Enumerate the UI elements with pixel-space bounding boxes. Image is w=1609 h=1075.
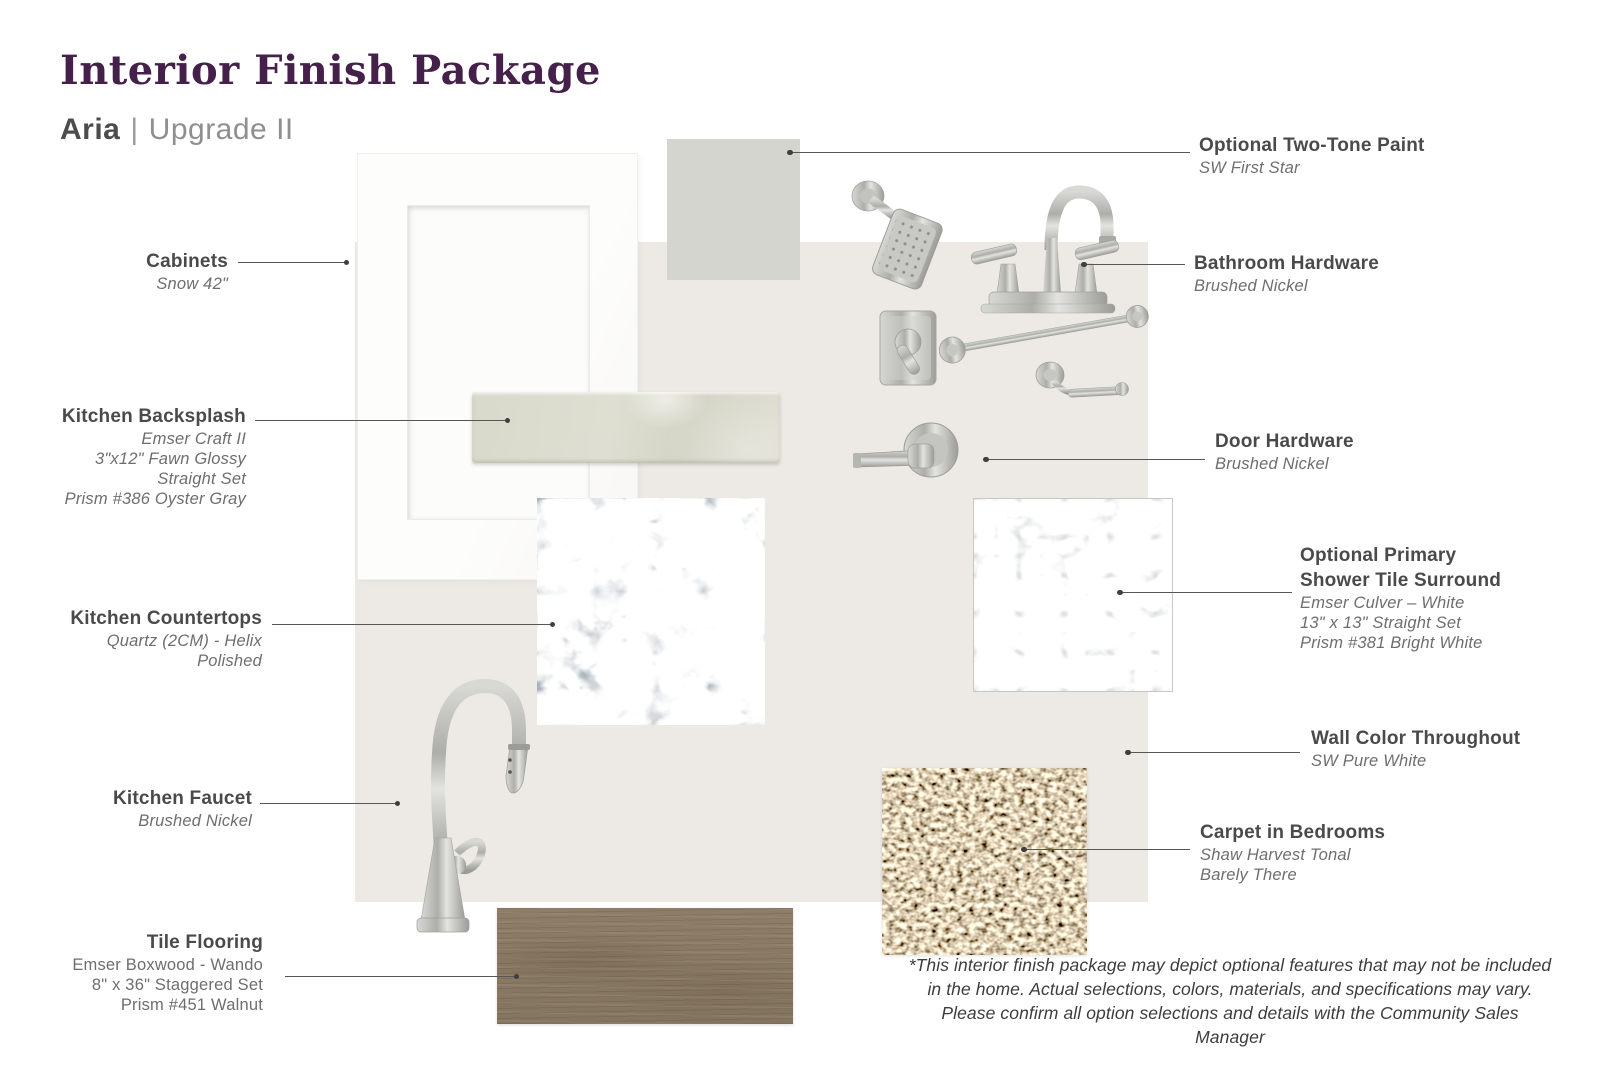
shower-tile-leader-dot — [1117, 590, 1123, 596]
wall-color-detail: SW Pure White — [1311, 752, 1427, 770]
countertops-detail-1: Quartz (2CM) - Helix — [106, 632, 262, 650]
callout-flooring — [36, 930, 263, 1015]
countertops-leader-dot — [550, 622, 556, 628]
cabinets-leader-dot — [344, 260, 350, 266]
backsplash-detail-4: Prism #386 Oyster Gray — [64, 490, 246, 508]
carpet-swatch — [882, 768, 1087, 955]
carpet-detail-1: Shaw Harvest Tonal — [1200, 846, 1351, 864]
countertops-leader-line — [272, 624, 553, 625]
callout-two-tone-paint — [1199, 133, 1499, 178]
cabinets-leader-line — [238, 262, 347, 263]
shower-tile-label-1: Optional Primary — [1300, 545, 1457, 566]
toilet-paper-holder-image — [1030, 358, 1134, 410]
door-lever-image — [846, 420, 976, 482]
flooring-detail-1: Emser Boxwood - Wando — [72, 956, 263, 974]
backsplash-detail-3: Straight Set — [157, 470, 246, 488]
shower-tile-detail-2: 13" x 13" Straight Set — [1300, 614, 1462, 632]
bathroom-hardware-label: Bathroom Hardware — [1194, 253, 1379, 274]
backsplash-label: Kitchen Backsplash — [61, 406, 246, 427]
callout-bathroom-hardware — [1194, 251, 1474, 296]
cabinet-door-panel — [407, 205, 590, 520]
callout-cabinets — [36, 249, 228, 294]
flooring-detail-2: 8" x 36" Staggered Set — [91, 976, 263, 994]
flooring-leader-line — [285, 976, 517, 977]
carpet-leader-line — [1023, 849, 1190, 850]
wall-color-label: Wall Color Throughout — [1311, 728, 1521, 749]
flooring-leader-dot — [514, 974, 520, 980]
backsplash-detail-2: 3"x12" Fawn Glossy — [94, 450, 246, 468]
wall-color-leader-line — [1127, 752, 1300, 753]
callout-carpet — [1200, 820, 1480, 885]
callout-shower-tile — [1300, 543, 1590, 653]
two-tone-paint-label: Optional Two-Tone Paint — [1199, 135, 1425, 156]
kitchen-faucet-label: Kitchen Faucet — [113, 788, 252, 809]
two-tone-paint-swatch — [667, 139, 800, 280]
callout-countertops — [36, 606, 262, 671]
door-hardware-leader-dot — [983, 457, 989, 463]
shower-tile-leader-line — [1119, 592, 1292, 593]
backsplash-leader-dot — [505, 418, 511, 424]
backsplash-leader-line — [255, 420, 508, 421]
carpet-detail-2: Barely There — [1200, 866, 1297, 884]
plan-name: Aria — [60, 113, 121, 146]
flooring-label: Tile Flooring — [146, 932, 263, 953]
callout-wall-color — [1311, 726, 1591, 771]
shower-tile-swatch — [973, 498, 1173, 692]
cabinets-label: Cabinets — [146, 251, 228, 272]
two-tone-paint-leader-line — [789, 152, 1190, 153]
two-tone-paint-detail: SW First Star — [1199, 159, 1300, 177]
callout-backsplash — [36, 404, 246, 509]
door-hardware-leader-line — [985, 459, 1205, 460]
backsplash-detail-1: Emser Craft II — [141, 430, 246, 448]
shower-head-image — [845, 178, 957, 296]
carpet-leader-dot — [1021, 847, 1027, 853]
flooring-detail-3: Prism #451 Walnut — [120, 996, 263, 1014]
disclaimer-text: *This interior finish package may depict optional features that may not be included in the home. Actual selections, colors, materials, and specifications may vary. Please confirm all option selections and details with the Community Sales Manager — [908, 955, 1552, 1047]
two-tone-paint-leader-dot — [787, 150, 793, 156]
shower-tile-detail-3: Prism #381 Bright White — [1300, 634, 1483, 652]
callout-door-hardware — [1215, 429, 1475, 474]
countertops-detail-2: Polished — [197, 652, 262, 670]
kitchen-faucet-leader-line — [260, 803, 398, 804]
shower-valve-image — [876, 308, 942, 390]
bathroom-hardware-detail: Brushed Nickel — [1194, 277, 1308, 295]
door-hardware-detail: Brushed Nickel — [1215, 455, 1329, 473]
callout-kitchen-faucet — [36, 786, 252, 831]
wall-color-leader-dot — [1125, 750, 1131, 756]
kitchen-faucet-image — [395, 668, 553, 938]
page-title: Interior Finish Package — [60, 47, 601, 94]
page-subtitle — [60, 112, 294, 148]
bathroom-hardware-leader-line — [1083, 264, 1185, 265]
bathroom-hardware-leader-dot — [1081, 262, 1087, 268]
subtitle-separator: | — [130, 113, 139, 146]
countertop-swatch — [537, 498, 765, 725]
door-hardware-label: Door Hardware — [1215, 431, 1354, 452]
shower-tile-detail-1: Emser Culver – White — [1300, 594, 1465, 612]
kitchen-faucet-leader-dot — [395, 801, 401, 807]
shower-tile-label-2: Shower Tile Surround — [1300, 570, 1502, 591]
kitchen-faucet-detail: Brushed Nickel — [138, 812, 252, 830]
backsplash-tile-swatch — [472, 392, 780, 463]
countertops-label: Kitchen Countertops — [70, 608, 262, 629]
cabinets-detail: Snow 42" — [156, 275, 228, 293]
package-tier: Upgrade II — [148, 113, 294, 146]
bathroom-faucet-image — [963, 172, 1131, 317]
carpet-label: Carpet in Bedrooms — [1200, 822, 1386, 843]
